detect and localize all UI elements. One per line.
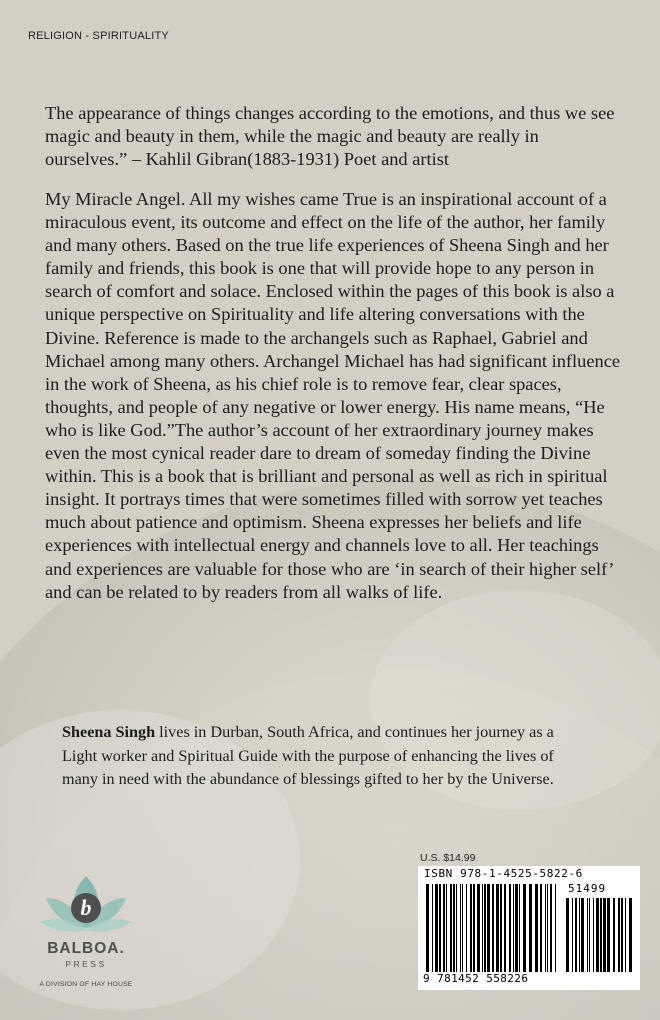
isbn-text: ISBN 978-1-4525-5822-6 — [424, 867, 583, 880]
barcode-bar — [535, 884, 538, 972]
barcode-bar — [581, 898, 584, 972]
barcode-bar — [540, 884, 542, 972]
barcode-bar — [545, 884, 546, 972]
barcode-bar — [477, 884, 480, 972]
barcode-bar — [529, 884, 532, 972]
barcode-bar — [462, 884, 463, 972]
barcode-bar — [572, 898, 573, 972]
barcode-bar — [579, 898, 580, 972]
barcode-bar — [446, 884, 447, 972]
barcode-bar — [473, 884, 475, 972]
barcode-bar — [500, 884, 502, 972]
author-bio — [62, 721, 582, 792]
ean-number: 9 781452 558226 — [423, 972, 529, 985]
barcode-bar — [443, 884, 445, 972]
barcode-bar — [482, 884, 483, 972]
barcode-bar — [550, 884, 552, 972]
barcode-bar — [484, 884, 486, 972]
barcode-bar — [613, 898, 615, 972]
book-description: My Miracle Angel. All my wishes came True is an inspirational account of a miraculous event, its outcome and effect on the life of the author, her family and many others. Based on the true life experiences of Sheena Singh and her family and friends, this book is one that will provide hope to any person in search of comfort and solace. Enclosed within the pages of this book is also a unique perspective on Spirituality and life altering conversations with the Divine. Reference is made to the archangels such as Raphael, Gabriel and Michael among many others. Archangel Michael has had significant influence in the work of Sheena, as his chief role is to remove fear, clear spaces, thoughts, and people of any negative or lower energy. His name means, “He who is like God.”The author’s account of her extraordinary journey makes even the most cynical reader dare to dream of someday finding the Divine within. This is a book that is brilliant and personal as well as rich in spiritual insight. It portrays times that were sometimes filled with sorrow yet teaches much about patience and optimism. Sheena expresses her beliefs and life experiences with intellectual energy and channels love to all. Her teachings and experiences are valuable for those who are ‘in search of their higher self’ and can be related to by readers from all walks of life. — [45, 189, 621, 602]
barcode-bar — [625, 898, 626, 972]
barcode-bar — [450, 884, 452, 972]
barcode-bar — [523, 884, 526, 972]
barcode-bar — [466, 884, 467, 972]
barcode-bar — [426, 884, 429, 972]
barcode-addon-bars — [566, 898, 634, 972]
isbn-barcode — [418, 866, 640, 990]
author-bio-text: lives in Durban, South Africa, and continues her journey as a Light worker and Spiritual Guide with the purpose of enhancing the lives of many in need with the abundance of blessings gifted to her by the Universe. — [62, 723, 554, 788]
barcode-bar — [587, 898, 588, 972]
barcode-bar — [456, 884, 457, 972]
barcode-bar — [515, 884, 518, 972]
balboa-press-logo — [26, 868, 146, 992]
barcode-bar — [593, 898, 594, 972]
publisher-division: A DIVISION OF HAY HOUSE — [39, 981, 133, 988]
barcode-bar — [435, 884, 438, 972]
barcode-bar — [496, 884, 499, 972]
barcode-bar — [519, 884, 520, 972]
barcode-bar — [607, 898, 610, 972]
barcode-bar — [618, 898, 620, 972]
barcode-bar — [470, 884, 472, 972]
barcode-bar — [487, 884, 490, 972]
publisher-imprint: PRESS — [65, 959, 107, 969]
barcode-bar — [504, 884, 506, 972]
barcode-bar — [432, 884, 433, 972]
barcode-bar — [492, 884, 494, 972]
kahlil-gibran-quote: The appearance of things changes according to the emotions, and thus we see magic and beauty in them, while the magic and beauty are really in ourselves.” – Kahlil Gibran(1883-1931) Poet and artist — [45, 103, 615, 169]
author-name: Sheena Singh — [62, 723, 156, 741]
barcode-bar — [575, 898, 577, 972]
barcode-bar — [547, 884, 548, 972]
barcode-bar — [603, 898, 606, 972]
barcode-main-bars — [426, 884, 561, 972]
lotus-icon — [26, 868, 146, 940]
barcode-bar — [453, 884, 455, 972]
price-code-text: 51499 — [568, 882, 607, 895]
barcode-bar — [629, 898, 632, 972]
barcode-bar — [600, 898, 602, 972]
barcode-bar — [566, 898, 569, 972]
barcode-bar — [555, 884, 556, 972]
barcode-bar — [439, 884, 441, 972]
barcode-bar — [509, 884, 511, 972]
barcode-bar — [460, 884, 461, 972]
barcode-bar — [589, 898, 590, 972]
barcode-bar — [513, 884, 514, 972]
logo-letter: b — [80, 895, 92, 920]
barcode-bar — [596, 898, 599, 972]
publisher-name: BALBOA. — [47, 940, 125, 957]
barcode-bar — [621, 898, 623, 972]
price-label: U.S. $14.99 — [420, 852, 476, 864]
category-label: RELIGION - SPIRITUALITY — [28, 30, 169, 42]
